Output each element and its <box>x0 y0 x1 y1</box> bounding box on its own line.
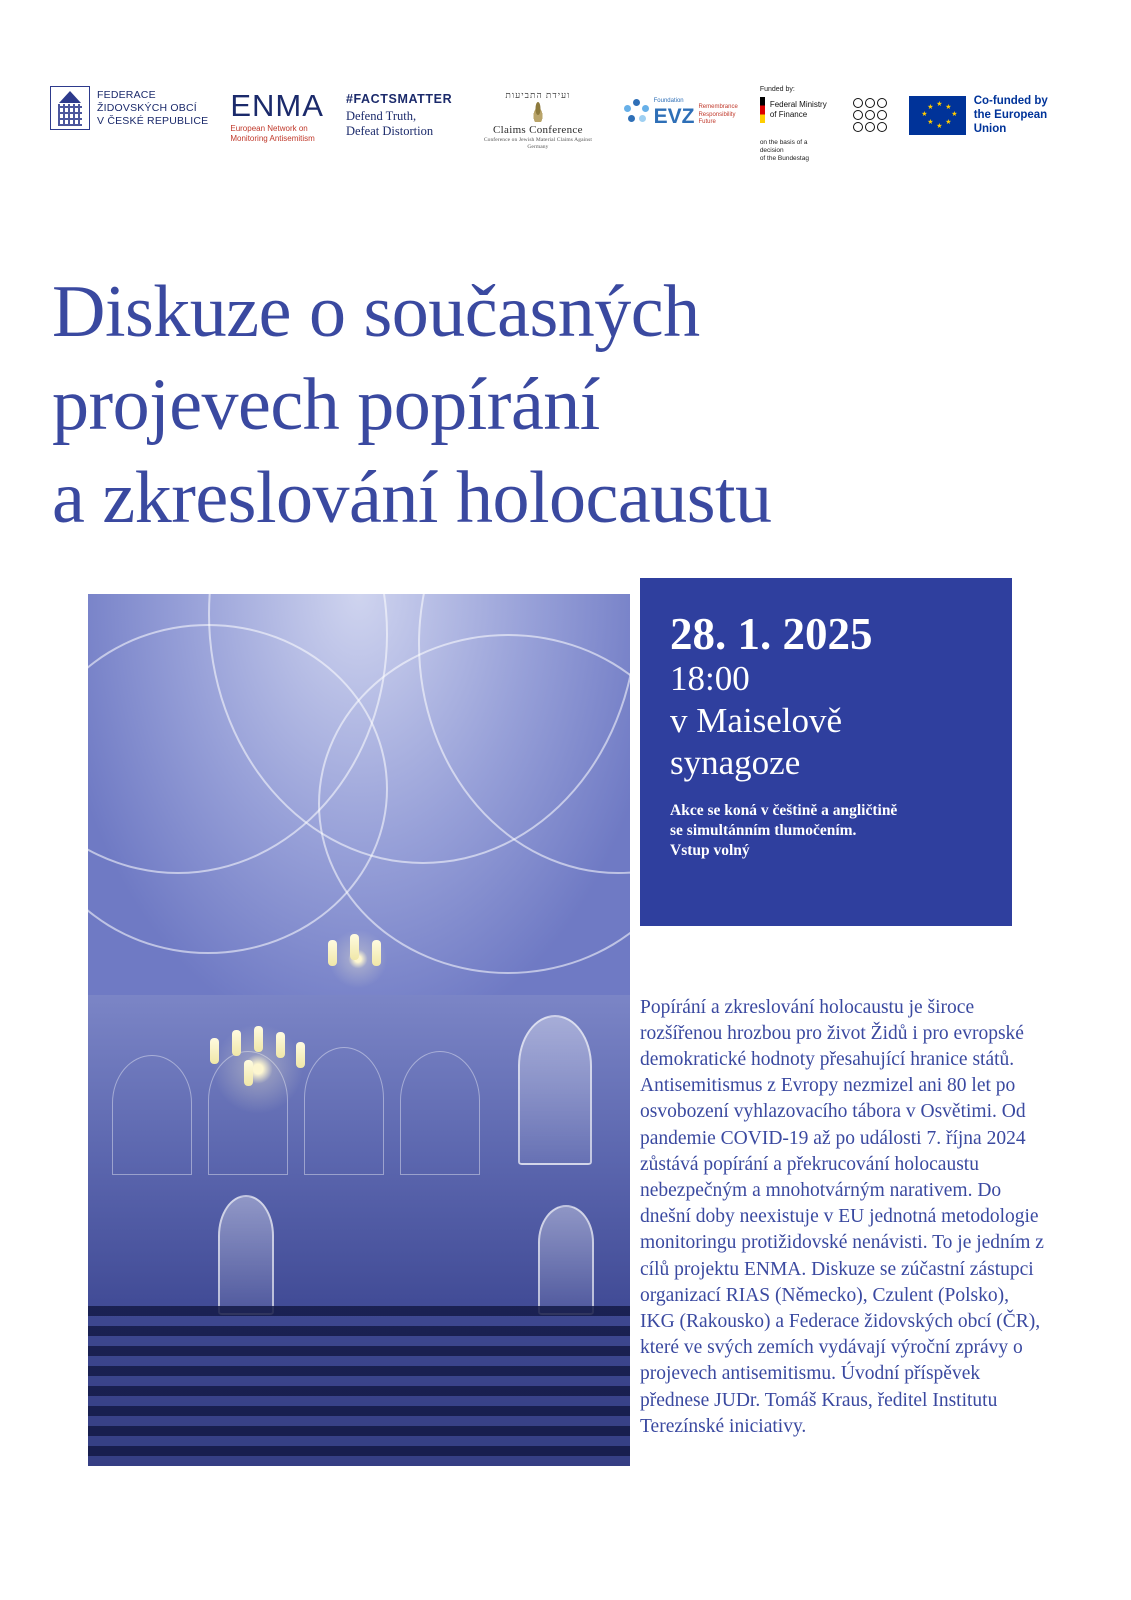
logo-co-funded-by-the-european-union <box>909 94 1080 136</box>
logo-factsmatter-tagline-2: Defeat Distortion <box>345 124 434 138</box>
event-venue-line-1: v Maiselově <box>670 701 843 740</box>
logo-evz-text <box>654 96 695 127</box>
logo-eu-line-1: Co-funded by <box>973 95 1048 107</box>
arcade-arch-4 <box>400 1051 480 1175</box>
stained-window-2 <box>218 1195 274 1315</box>
logo-factsmatter-tagline <box>346 109 433 139</box>
evz-dots-icon <box>624 99 650 125</box>
logo-enma-subtitle: European Network on Monitoring Antisemitism <box>230 124 315 143</box>
arcade-arch-1 <box>112 1055 192 1175</box>
flame-icon <box>530 102 546 122</box>
event-description: Popírání a zkreslování holocaustu je široce rozšířenou hrozbou pro život Židů i pro evropské demokratické hodnoty přesahující hranice států. Antisemitismus z Evropy nezmizel ani 80 let po osvobození vyhlazovacího tábora v Osvětimi. Od pandemie COVID-19 až po události 7. října 2024 zůstává popírání a překrucování holocaustu nebezpečným a mnohotvárným narativem. Do dnešní doby neexistuje v EU jednotná metodologie monitoringu protižidovské nenávisti. To je jedním z cílů projektu ENMA. Diskuze se zúčastní zástupci organizací RIAS (Německo), Czulent (Polsko), IKG (Rakousko) a Federace židovských obcí (ČR), které ve svých zemích vydávají výroční zprávy o projevech antisemitismu. Úvodní příspěvek přednese JUDr. Tomáš Kraus, ředitel Institutu Terezínské iniciativy. <box>640 996 1044 1437</box>
logo-claims-small: Conference on Jewish Material Claims Against Germany <box>483 137 592 150</box>
logo-enma-wordmark: ENMA <box>230 88 324 123</box>
logo-bmf-line-2: of Finance <box>769 110 808 119</box>
logo-bmf-note-1: on the basis of a decision <box>759 139 808 154</box>
german-flag-icon <box>760 97 765 123</box>
chandelier-1 <box>198 1014 318 1124</box>
logo-evz-pre: Foundation <box>653 98 684 104</box>
event-note <box>670 801 982 861</box>
synagogue-icon <box>50 86 90 130</box>
logo-eu-line-2: the European Union <box>973 109 1048 135</box>
event-note-line-1: Akce se koná v češtině a angličtině <box>670 802 898 819</box>
logo-bar <box>50 86 1080 176</box>
logo-factsmatter-hashtag: #FACTSMATTER <box>345 92 453 106</box>
event-details-box <box>640 578 1012 926</box>
logo-federace-zidovskych-obci <box>50 86 208 130</box>
logo-federace-text <box>97 89 208 128</box>
synagogue-interior-photo <box>88 594 630 1466</box>
logo-eu-label <box>974 94 1080 136</box>
logo-foundation-evz <box>624 96 738 127</box>
logo-evz-side: Remembrance Responsibility Future <box>698 104 738 126</box>
logo-bmf-line-1: Federal Ministry <box>769 100 827 109</box>
logo-claims-conference <box>474 90 601 151</box>
event-date: 28. 1. 2025 <box>670 609 873 659</box>
pews-area <box>88 1306 630 1466</box>
photo-illustration <box>88 594 630 1466</box>
logo-federace-line-2: ŽIDOVSKÝCH OBCÍ <box>97 101 197 114</box>
logo-bmf-name <box>770 100 827 120</box>
logo-dots <box>853 98 887 132</box>
page-title-line-1: Diskuze o současných <box>52 270 700 353</box>
logo-enma <box>230 90 324 144</box>
event-note-line-3: Vstup volný <box>670 842 750 859</box>
chandelier-2 <box>318 924 398 994</box>
logo-claims-title: Claims Conference <box>493 124 583 136</box>
page-title-line-3: a zkreslování holocaustu <box>52 456 772 539</box>
event-time: 18:00 <box>670 659 750 698</box>
event-venue-line-2: synagoze <box>670 743 801 782</box>
dots-grid-icon <box>853 98 887 132</box>
stained-window-3 <box>538 1205 594 1315</box>
logo-claims-hebrew: ועידת התביעות <box>505 90 571 100</box>
eu-flag-icon: ★ ★ ★ ★ ★ ★ ★ ★ <box>909 96 965 135</box>
logo-bmf-funded-by: Funded by: <box>759 86 795 93</box>
page-title <box>52 266 1092 545</box>
logo-evz-wordmark: EVZ <box>653 105 695 128</box>
logo-federace-line-1: FEDERACE <box>97 88 156 101</box>
stained-window-1 <box>518 1015 592 1165</box>
logo-factsmatter <box>346 92 452 139</box>
logo-federal-ministry-of-finance <box>760 86 831 163</box>
page-title-line-2: projevech popírání <box>52 363 600 446</box>
logo-bmf-note-2: of the Bundestag <box>759 155 809 162</box>
event-note-line-2: se simultánním tlumočením. <box>670 822 857 839</box>
logo-bmf-note <box>760 139 831 163</box>
logo-factsmatter-tagline-1: Defend Truth, <box>345 109 417 123</box>
logo-federace-line-3: V ČESKÉ REPUBLICE <box>97 114 209 127</box>
photo-nave-area <box>88 995 630 1466</box>
